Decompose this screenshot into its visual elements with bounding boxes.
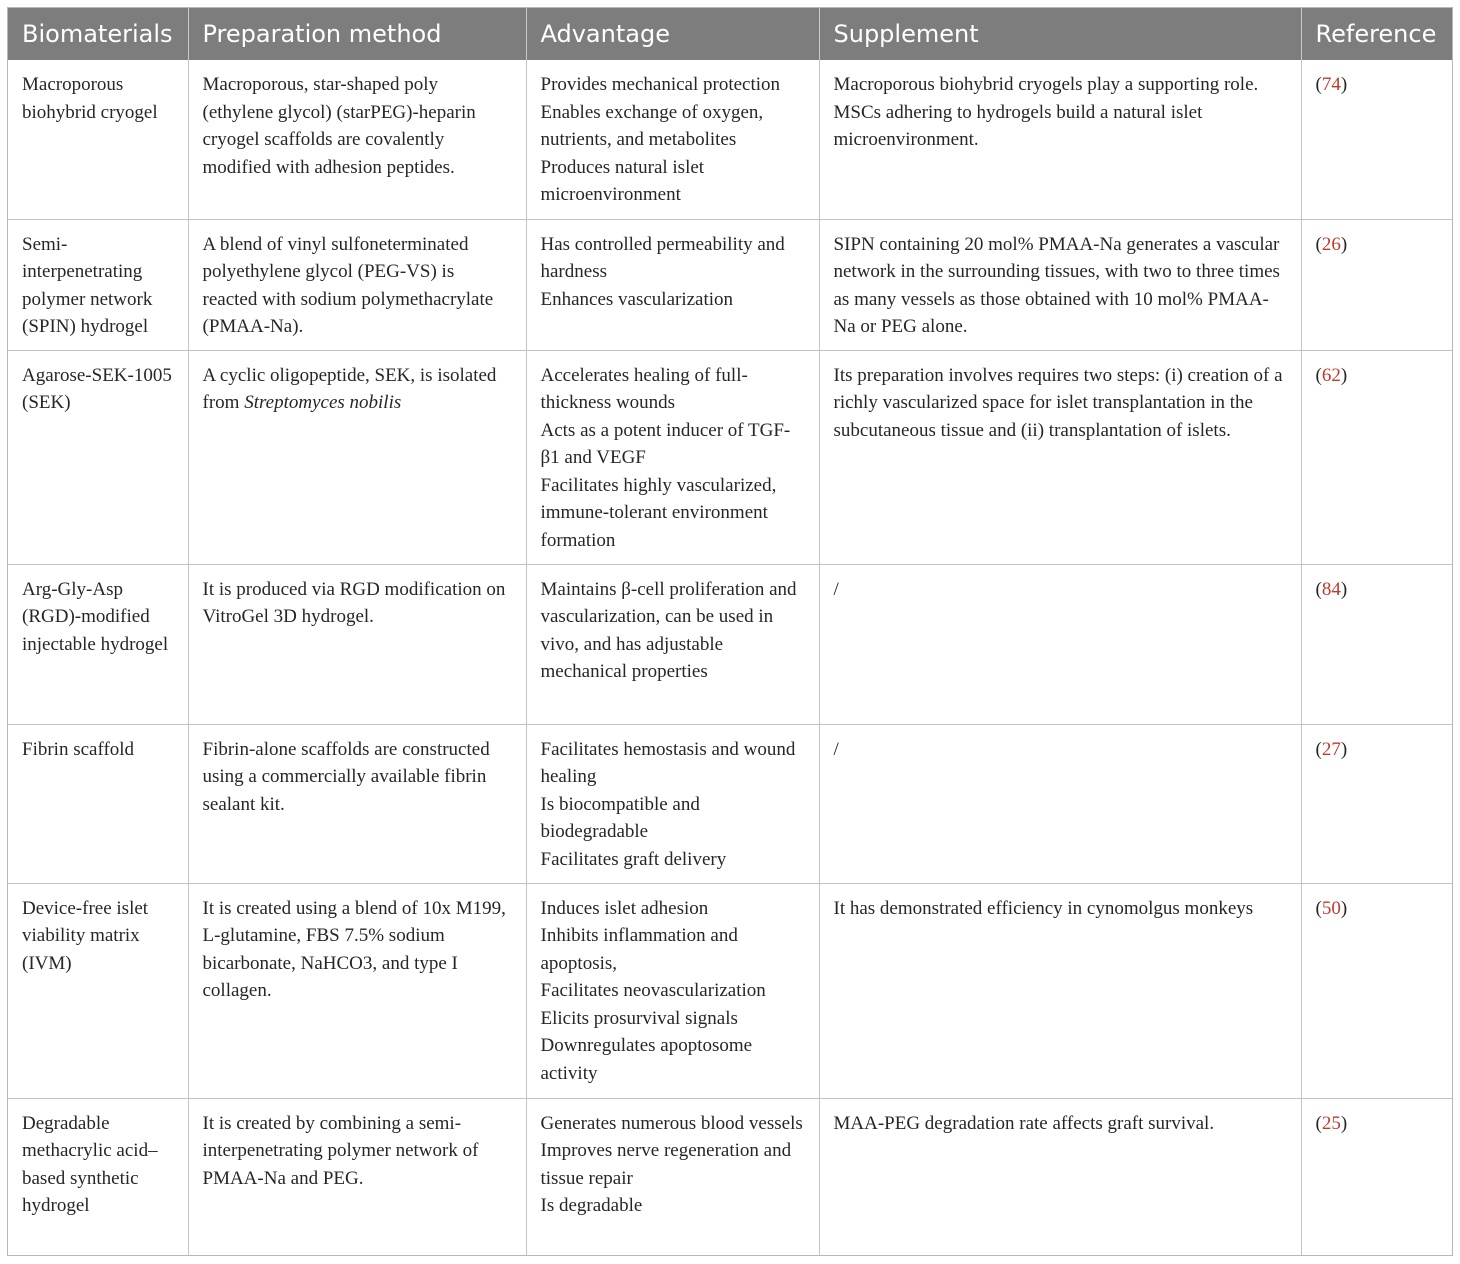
cell-advantage [526,350,819,564]
table-header [8,8,1452,60]
cell-biomaterial: Fibrin scaffold [8,724,188,883]
advantage-item: Produces natural islet microenvironment [540,156,705,206]
advantage-item: Acts as a potent inducer of TGF-β1 and VEGF [540,419,791,469]
advantage-item: Induces islet adhesion [540,897,709,919]
cell-supplement: / [819,564,1301,724]
cell-supplement: SIPN containing 20 mol% PMAA-Na generates a vascular network in the surrounding tissues, with two to three times as many vessels as those obtained with 10 mol% PMAA-Na or PEG alone. [819,219,1301,350]
cell-reference: (27) [1301,724,1452,883]
cell-reference: (25) [1315,1112,1348,1134]
cell-supplement: It has demonstrated efficiency in cynomolgus monkeys [819,883,1301,1098]
cell-reference: (74) [1301,60,1452,219]
advantage-item: Improves nerve regeneration and tissue repair [540,1140,792,1189]
header-preparation-method: Preparation method [188,8,526,60]
cell-advantage [526,60,819,219]
cell-reference: (84) [1301,564,1452,724]
cell-biomaterial: Macroporous biohybrid cryogel [8,60,188,219]
reference-link[interactable]: 62 [1321,364,1341,386]
cell-advantage [526,724,819,883]
cell-biomaterial: Semi-interpenetrating polymer network (SPIN) hydrogel [8,219,188,350]
reference-link[interactable]: 84 [1321,578,1341,600]
cell-preparation [188,350,526,564]
advantage-item: Is biocompatible and biodegradable [540,793,700,843]
header-row [8,8,1452,60]
header-supplement: Supplement [819,8,1301,60]
cell-preparation: It is created by combining a semi-interpenetrating polymer network of PMAA-Na and PEG. [188,1098,526,1255]
advantage-item: Downregulates apoptosome activity [540,1035,753,1085]
cell-preparation: Fibrin-alone scaffolds are constructed using a commercially available fibrin sealant kit. [188,724,526,883]
cell-advantage [526,219,819,350]
cell-advantage [526,883,819,1098]
cell-preparation: A blend of vinyl sulfoneterminated polyethylene glycol (PEG-VS) is reacted with sodium polymethacrylate (PMAA-Na). [188,219,526,350]
advantage-item: Has controlled permeability and hardness [540,233,785,283]
advantage-item: Enables exchange of oxygen, nutrients, and metabolites [540,101,764,151]
advantage-item: Generates numerous blood vessels [540,1112,803,1134]
reference-link[interactable]: 50 [1321,897,1341,919]
advantage-item: Facilitates neovascularization [540,980,766,1002]
cell-supplement: Its preparation involves requires two steps: (i) creation of a richly vascularized space for islet transplantation in the subcutaneous tissue and (ii) transplantation of islets. [819,350,1301,564]
advantage-item: Enhances vascularization [540,288,734,310]
cell-supplement: / [819,724,1301,883]
table-row [8,350,1452,564]
table-row [8,724,1452,883]
table-row [8,1098,1452,1255]
cell-preparation: Macroporous, star-shaped poly (ethylene glycol) (starPEG)-heparin cryogel scaffolds are covalently modified with adhesion peptides. [188,60,526,219]
advantage-item: Maintains β-cell proliferation and vascularization, can be used in vivo, and has adjustable mechanical properties [540,578,797,683]
cell-advantage [526,564,819,724]
advantage-item: Facilitates hemostasis and wound healing [540,738,796,788]
advantage-item: Elicits prosurvival signals [540,1007,738,1029]
table-row [8,564,1452,724]
cell-preparation: It is created using a blend of 10x M199, L-glutamine, FBS 7.5% sodium bicarbonate, NaHCO3, and type I collagen. [188,883,526,1098]
biomaterials-table [8,8,1452,1255]
header-biomaterials: Biomaterials [8,8,188,60]
cell-reference: (50) [1301,883,1452,1098]
advantage-item: Accelerates healing of full-thickness wounds [540,364,748,414]
cell-reference: (62) [1301,350,1452,564]
table-row [8,883,1452,1098]
reference-link[interactable]: 27 [1321,738,1341,760]
preparation-text: A cyclic oligopeptide, SEK, is isolated from [202,364,497,414]
cell-biomaterial: Degradable methacrylic acid–based synthetic hydrogel [8,1098,188,1255]
header-advantage: Advantage [526,8,819,60]
cell-supplement: Macroporous biohybrid cryogels play a supporting role. MSCs adhering to hydrogels build a natural islet microenvironment. [819,60,1301,219]
cell-reference: (26) [1301,219,1452,350]
reference-link[interactable]: 25 [1321,1112,1341,1134]
advantage-item: Is degradable [540,1195,643,1217]
table-row [8,60,1452,219]
advantage-item: Facilitates graft delivery [540,848,727,870]
advantage-item: Provides mechanical protection [540,74,781,95]
cell-biomaterial: Device-free islet viability matrix (IVM) [8,883,188,1098]
table-row [8,219,1452,350]
advantage-item: Inhibits inflammation and apoptosis, [540,925,738,974]
species-name: Streptomyces nobilis [244,392,402,414]
cell-preparation: It is produced via RGD modification on VitroGel 3D hydrogel. [188,564,526,724]
reference-link[interactable]: 26 [1321,233,1341,255]
cell-biomaterial: Arg-Gly-Asp (RGD)-modified injectable hydrogel [8,564,188,724]
table-body [8,60,1452,1255]
header-reference: Reference [1301,8,1452,60]
cell-supplement: MAA-PEG degradation rate affects graft survival. [819,1098,1301,1255]
cell-biomaterial: Agarose-SEK-1005 (SEK) [8,350,188,564]
reference-link[interactable]: 74 [1321,74,1341,95]
cell-advantage [526,1098,819,1255]
advantage-item: Facilitates highly vascularized, immune-tolerant environment formation [540,474,777,552]
biomaterials-table-frame [7,7,1453,1256]
